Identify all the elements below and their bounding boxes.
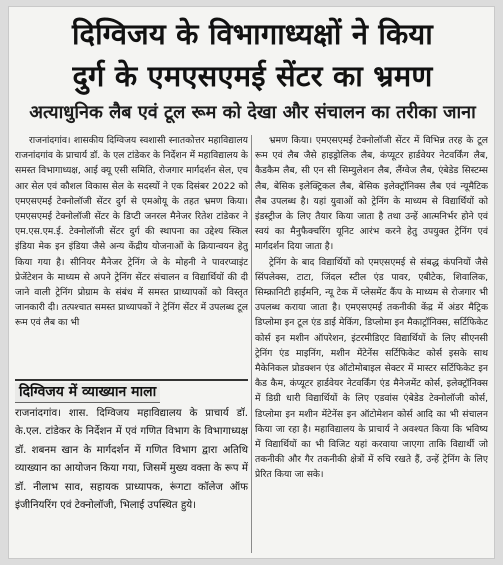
left-column-text: राजनांदगांव। शासकीय दिग्विजय स्वशासी स्नातकोत्तर महाविद्यालय राजनांदगांव के प्राचार्य डॉ. के एल टांडेकर के निर्देशन में महाविद्यालय के समस्त विभागाध्यक्ष, आई क्यू एसी समिति, रोजगार मार्गदर्शन सेल, एच आर सेल एवं कौशल विकास सेल के सदस्यों ने एक दिसंबर 2022 को एमएसएमई टेक्नोलॉजी सेंटर दुर्ग से एमओयू के तहत भ्रमण किया। एमएसएमई टेक्नोलॉजी सेंटर के डिप्टी जनरल मैनेजर रितेश टांडेकर ने एम.एस.एम.ई. टेक्नोलॉजी सेंटर दुर्ग की स्थापना का उद्देश्य स्किल इंडिया मेक इन इंडिया जैसे अन्य केंद्रीय योजनाओं के क्रियान्वयन हेतु किया गया है। सीनियर मैनेजर ट्रेनिंग जे के मोहनी ने पावरप्वाइंट प्रेजेंटेशन के माध्यम से अपने ट्रेनिंग सेंटर संचालन व विद्यार्थियों की दी जाने वाली ट्रेनिंग प्रोग्राम के संबंध में समस्त प्राध्यापकों को विस्तृत जानकारी दी। तत्पश्चात समस्त प्राध्यापकों ने ट्रेनिंग सेंटर में उपलब्ध टूल रूम एवं लैब का भी <box>15 135 248 329</box>
headline-line-1: दिग्विजय के विभागाध्यक्षों ने किया <box>72 17 433 51</box>
headline-line-2: दुर्ग के एमएसएमई सेंटर का भ्रमण <box>72 59 433 93</box>
right-column-paragraph-2: ट्रेनिंग के बाद विद्यार्थियों को एमएसएमई से संबद्ध कंपनियों जैसे सिंपलेक्स, टाटा, जिंदल स्टील एंड पावर, एबीटेक, शिवालिक, सिम्क्रानिटी हाईमनि, न्यू टेक में प्लेसमेंट कैंप के माध्यम से रोजगार भी उपलब्ध कराया जाता है। एमएसएमई तकनीकी केंद्र में अंडर मैट्रिक डिप्लोमा इन टूल एंड डाई मेकिंग, डिप्लोमा इन मैकाट्रॉनिक्स, सर्टिफिकेट कोर्स इन मशीन ऑपरेशन, इंटरमीडिएट विद्यार्थियों के लिए सीएनसी ट्रेनिंग एंड माइनिंग, मशीन मेंटेनेंस सर्टिफिकेट कोर्स इसके साथ मैकेनिकल प्रोडक्शन एंड ऑटोमोबाइल सेक्टर में मास्टर सर्टिफिकेट इन कैड कैम, कंप्यूटर हार्डवेयर नेटवर्किंग एंड मैनेजमेंट कोर्स, इलेक्ट्रॉनिक्स में डिग्री धारी विद्यार्थियों के लिए एडवांस एंबेडेड टेक्नोलॉजी कोर्स, डिप्लोमा इन मशीन मेंटेनेंस इन ऑटोमेशन कोर्स आदि का भी संचालन किया जा रहा है। महाविद्यालय के प्राचार्य ने अवश्यत किया कि भविष्य में विद्यार्थियों का भी विजिट यहां करवाया जाएगा ताकि विद्यार्थी जो तकनीकी और गैर तकनीकी क्षेत्रों में रुचि रखते हैं, उन्हें ट्रेनिंग के लिए प्रेरित किया जा सके। <box>255 256 488 481</box>
article-left-column <box>15 133 248 371</box>
right-column-paragraph-1: भ्रमण किया। एमएसएमई टेक्नोलॉजी सेंटर में विभिन्न तरह के टूल रूम एवं लैब जैसे हाइड्रोलिक लैब, कंप्यूटर हार्डवेयर नेटवर्किंग लैब, कैडकैम लैब, सी एन सी सिम्युलेशन लैब, लैंग्वेज लैब, एंबेडेड सिस्टम्स लैब, बेसिक इलेक्ट्रिकल लैब, बेसिक इलेक्ट्रॉनिक्स लैब एवं न्यूमैटिक लैब उपलब्ध है। यहां युवाओं को ट्रेनिंग के माध्यम से विद्यार्थियों को इंडस्ट्रीज के लिए तैयार किया जाता है तथा उन्हें आत्मनिर्भर होने एवं स्वयं का मैनुफैक्चरिंग यूनिट आरंभ करने हेतु उपयुक्त ट्रेनिंग एवं मार्गदर्शन दिया जाता है। <box>255 135 488 253</box>
column-divider <box>251 135 252 553</box>
sidebar-story-heading: दिग्विजय में व्याख्यान माला <box>15 383 160 403</box>
article-right-column <box>255 133 488 553</box>
headline <box>9 13 496 97</box>
subheadline: अत्याधुनिक लैब एवं टूल रूम को देखा और संचालन का तरीका जाना <box>29 102 476 123</box>
sidebar-story <box>15 379 248 555</box>
sidebar-story-body: राजनांदगांव। शास. दिग्विजय महाविद्यालय के प्राचार्य डॉ. के.एल. टांडेकर के निर्देशन में एवं गणित विभाग के विभागाध्यक्ष डॉ. शबनम खान के मार्गदर्शन में गणित विभाग द्वारा अतिथि व्याख्यान का आयोजन किया गया, जिसमें मुख्य वक्ता के रूप में डॉ. नीलाभ साव, सहायक प्राध्यापक, रूंगटा कॉलेज ऑफ इंजीनियरिंग एवं टेक्नोलॉजी, भिलाई उपस्थित हुये। <box>15 408 248 512</box>
newspaper-clipping <box>8 6 495 559</box>
